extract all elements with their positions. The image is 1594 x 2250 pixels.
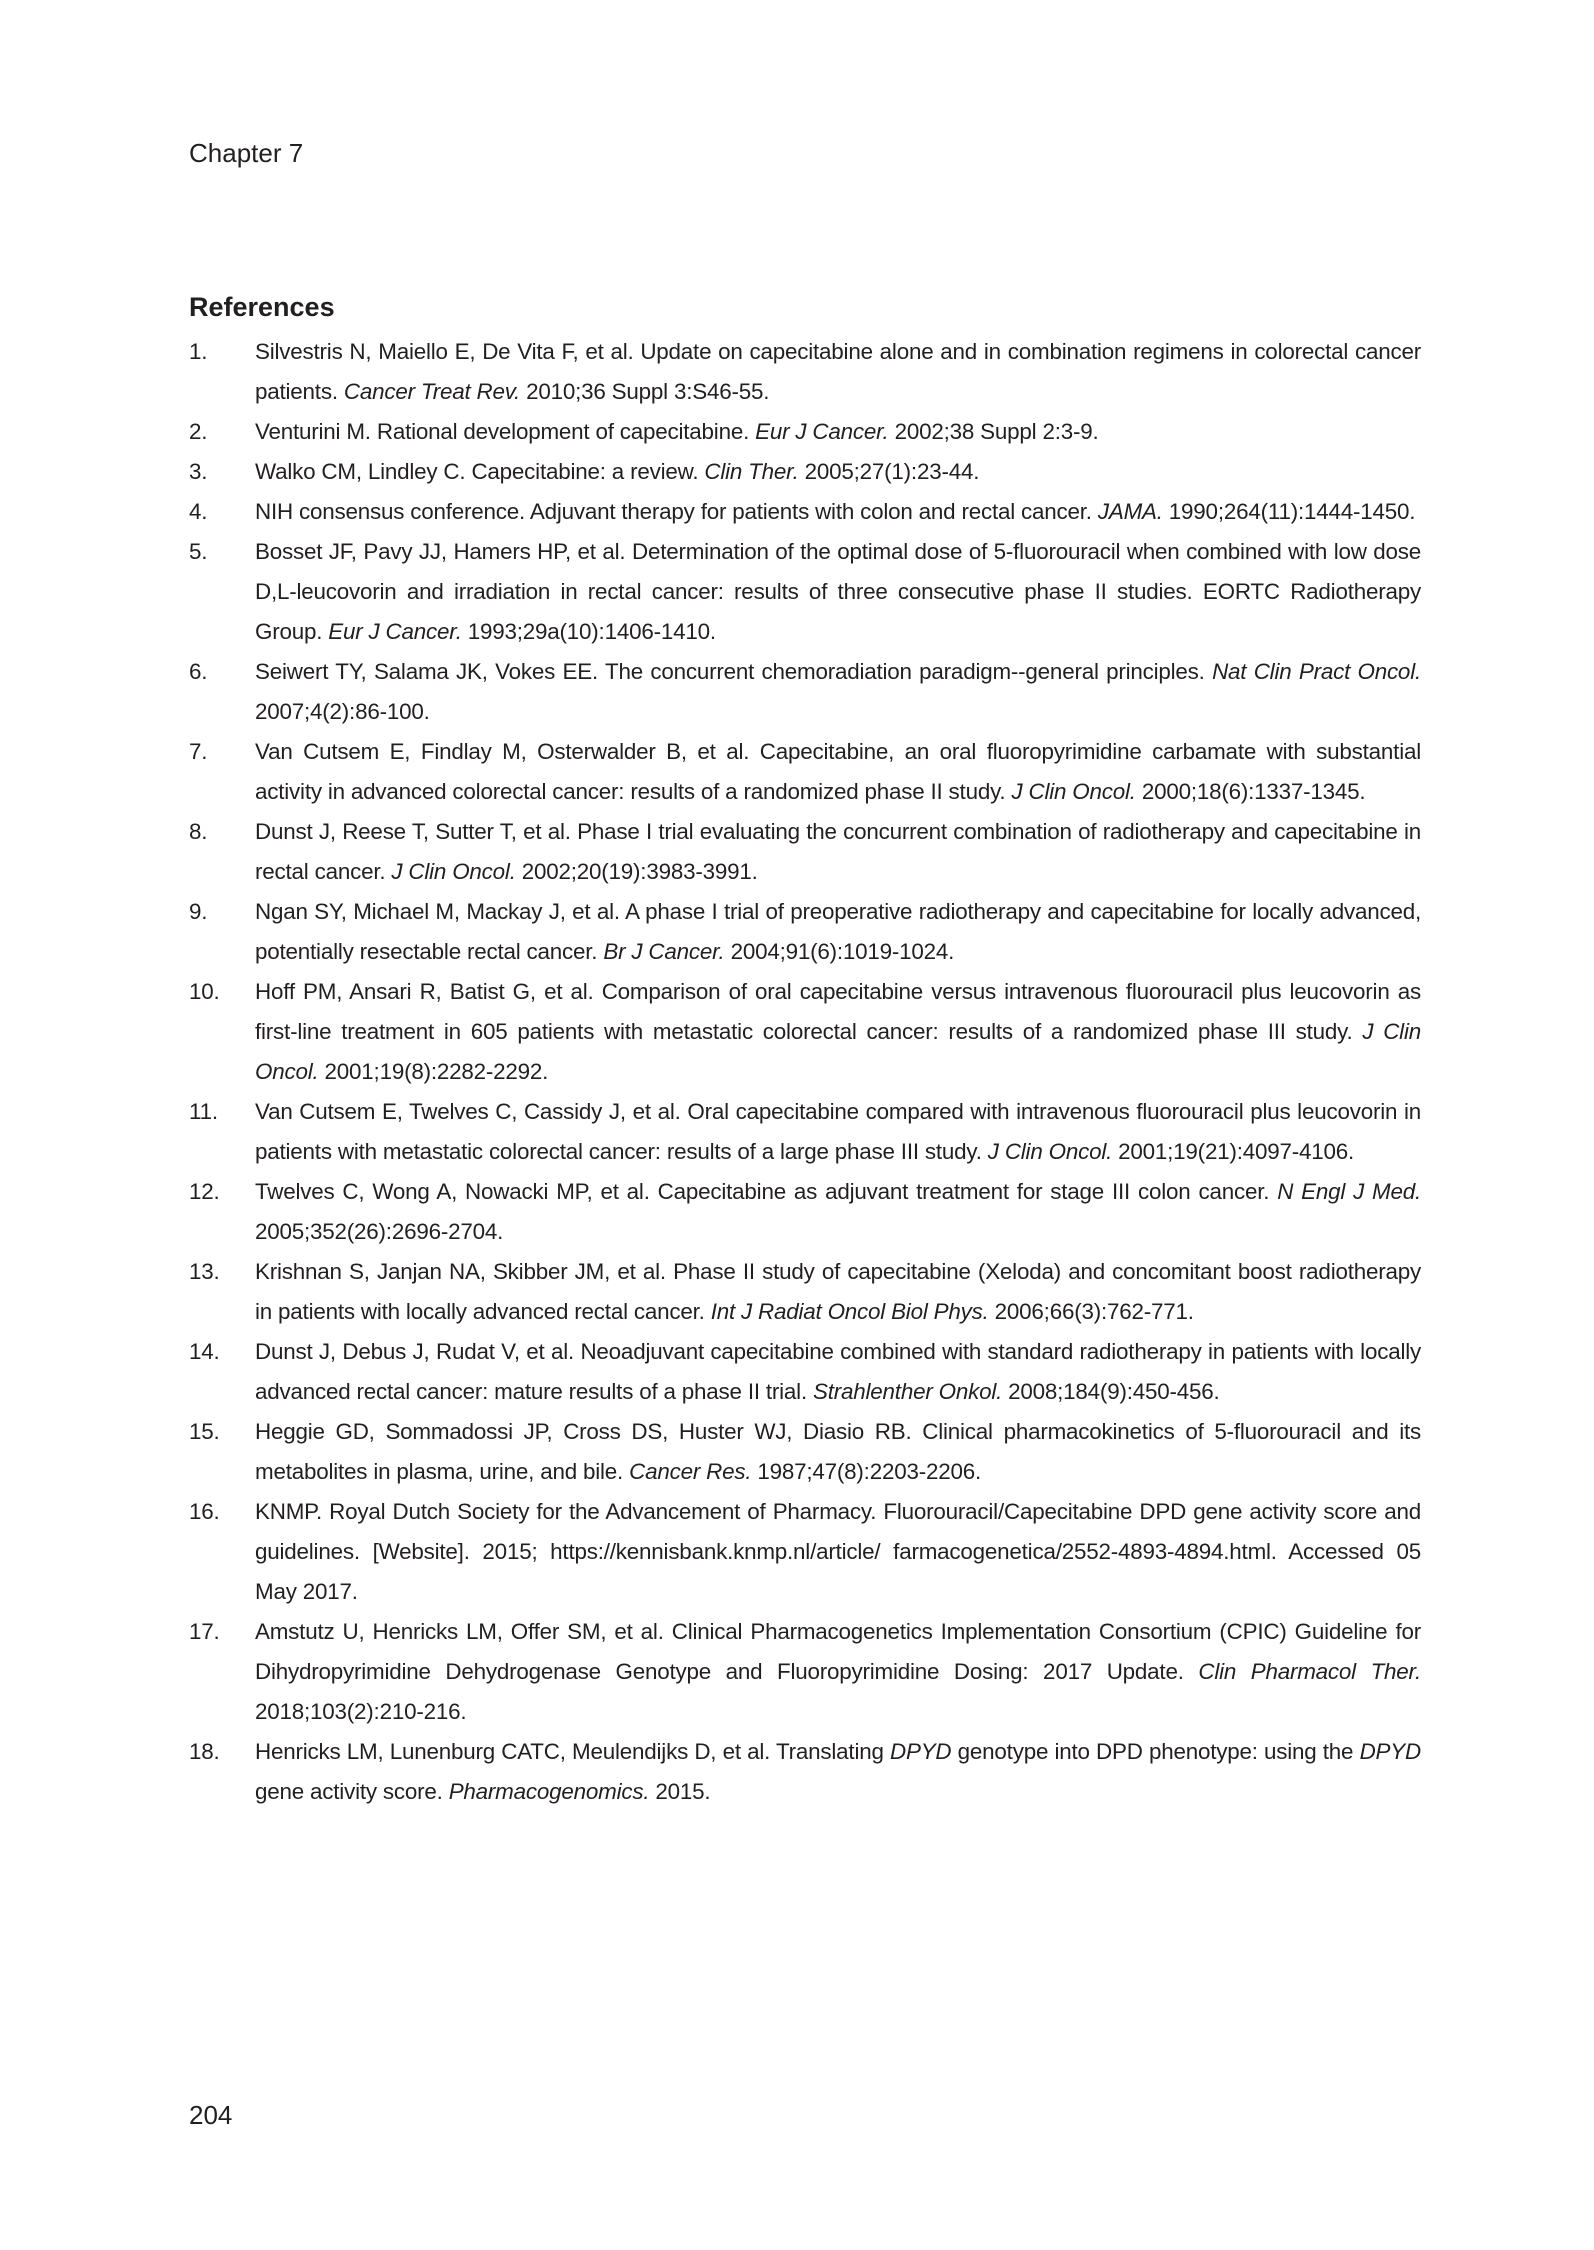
reference-number: 4. xyxy=(189,499,208,524)
reference-item xyxy=(189,1172,1421,1252)
reference-journal-italic: Clin Pharmacol Ther. xyxy=(1198,1659,1422,1684)
reference-journal-italic: J Clin Oncol. xyxy=(255,1019,1421,1084)
reference-text: Dunst J, Debus J, Rudat V, et al. Neoadjuvant capecitabine combined with standard radiotherapy in patients with locally advanced rectal cancer: mature results of a phase II trial. xyxy=(255,1339,1421,1404)
reference-text: Silvestris N, Maiello E, De Vita F, et al. Update on capecitabine alone and in combination regimens in colorectal cancer patients. xyxy=(255,339,1421,404)
reference-text: 2001;19(21):4097-4106. xyxy=(1112,1139,1355,1164)
reference-journal-italic: Pharmacogenomics. xyxy=(448,1779,650,1804)
reference-journal-italic: Nat Clin Pract Oncol. xyxy=(1212,659,1421,684)
reference-number: 18. xyxy=(189,1739,220,1764)
reference-text: 2005;27(1):23-44. xyxy=(798,459,980,484)
reference-text: 2018;103(2):210-216. xyxy=(255,1699,467,1724)
reference-journal-italic: Int J Radiat Oncol Biol Phys. xyxy=(710,1299,989,1324)
reference-text: 2010;36 Suppl 3:S46-55. xyxy=(520,379,770,404)
reference-number: 7. xyxy=(189,739,208,764)
reference-journal-italic: Eur J Cancer. xyxy=(328,619,462,644)
reference-text: Hoff PM, Ansari R, Batist G, et al. Comparison of oral capecitabine versus intravenous fluorouracil plus leucovorin as first-line treatment in 605 patients with metastatic colorectal cancer: results of a randomized phase III study. xyxy=(255,979,1421,1044)
reference-text: 1987;47(8):2203-2206. xyxy=(751,1459,982,1484)
reference-number: 12. xyxy=(189,1179,220,1204)
reference-text: NIH consensus conference. Adjuvant therapy for patients with colon and rectal cancer. xyxy=(255,499,1098,524)
reference-journal-italic: DPYD xyxy=(889,1739,952,1764)
reference-text: 1993;29a(10):1406-1410. xyxy=(461,619,716,644)
reference-text: 1990;264(11):1444-1450. xyxy=(1162,499,1416,524)
reference-number: 1. xyxy=(189,339,208,364)
reference-number: 2. xyxy=(189,419,208,444)
reference-journal-italic: Clin Ther. xyxy=(704,459,799,484)
reference-text: Henricks LM, Lunenburg CATC, Meulendijks D, et al. Translating xyxy=(255,1739,890,1764)
reference-text: KNMP. Royal Dutch Society for the Advancement of Pharmacy. Fluorouracil/Capecitabine DPD gene activity score and guidelines. [Website]. 2015; https://kennisbank.knmp.nl/article/ farmacogenetica/2552-4893-4894.html. Accessed 05 May 2017. xyxy=(255,1499,1421,1604)
reference-journal-italic: N Engl J Med. xyxy=(1277,1179,1421,1204)
reference-list xyxy=(189,332,1421,1812)
reference-item xyxy=(189,1492,1421,1612)
reference-item xyxy=(189,1732,1421,1812)
reference-number: 9. xyxy=(189,899,208,924)
reference-number: 14. xyxy=(189,1339,220,1364)
reference-number: 5. xyxy=(189,539,208,564)
reference-text: Dunst J, Reese T, Sutter T, et al. Phase I trial evaluating the concurrent combination of radiotherapy and capecitabine in rectal cancer. xyxy=(255,819,1421,884)
reference-item xyxy=(189,332,1421,412)
reference-item xyxy=(189,972,1421,1092)
section-heading: References xyxy=(189,292,335,322)
reference-journal-italic: Cancer Res. xyxy=(629,1459,752,1484)
reference-item xyxy=(189,1412,1421,1492)
reference-item xyxy=(189,652,1421,732)
reference-number: 17. xyxy=(189,1619,220,1644)
reference-text: Ngan SY, Michael M, Mackay J, et al. A phase I trial of preoperative radiotherapy and capecitabine for locally advanced, potentially resectable rectal cancer. xyxy=(255,899,1421,964)
reference-text: 2000;18(6):1337-1345. xyxy=(1135,779,1366,804)
reference-item xyxy=(189,732,1421,812)
reference-journal-italic: Cancer Treat Rev. xyxy=(343,379,521,404)
reference-text: Heggie GD, Sommadossi JP, Cross DS, Huster WJ, Diasio RB. Clinical pharmacokinetics of 5-fluorouracil and its metabolites in plasma, urine, and bile. xyxy=(255,1419,1421,1484)
reference-text: Bosset JF, Pavy JJ, Hamers HP, et al. Determination of the optimal dose of 5-fluorouracil when combined with low dose D,L-leucovorin and irradiation in rectal cancer: results of three consecutive phase II studies. EORTC Radiotherapy Group. xyxy=(255,539,1421,644)
reference-journal-italic: J Clin Oncol. xyxy=(1011,779,1136,804)
reference-item xyxy=(189,892,1421,972)
reference-text: Walko CM, Lindley C. Capecitabine: a review. xyxy=(255,459,705,484)
reference-text: Van Cutsem E, Twelves C, Cassidy J, et al. Oral capecitabine compared with intravenous fluorouracil plus leucovorin in patients with metastatic colorectal cancer: results of a large phase III study. xyxy=(255,1099,1421,1164)
reference-text: 2004;91(6):1019-1024. xyxy=(724,939,955,964)
reference-number: 8. xyxy=(189,819,208,844)
reference-journal-italic: JAMA. xyxy=(1097,499,1163,524)
reference-item xyxy=(189,1332,1421,1412)
reference-item xyxy=(189,1092,1421,1172)
reference-text: 2005;352(26):2696-2704. xyxy=(255,1219,504,1244)
running-header: Chapter 7 xyxy=(189,138,304,168)
reference-item xyxy=(189,492,1421,532)
reference-journal-italic: DPYD xyxy=(1359,1739,1421,1764)
reference-text: Krishnan S, Janjan NA, Skibber JM, et al. Phase II study of capecitabine (Xeloda) and concomitant boost radiotherapy in patients with locally advanced rectal cancer. xyxy=(255,1259,1421,1324)
reference-journal-italic: Eur J Cancer. xyxy=(755,419,889,444)
reference-text: Venturini M. Rational development of capecitabine. xyxy=(255,419,756,444)
reference-text: 2002;38 Suppl 2:3-9. xyxy=(888,419,1099,444)
reference-text: 2006;66(3):762-771. xyxy=(988,1299,1194,1324)
reference-text: 2001;19(8):2282-2292. xyxy=(318,1059,549,1084)
reference-item xyxy=(189,452,1421,492)
reference-text: 2007;4(2):86-100. xyxy=(255,699,430,724)
reference-number: 16. xyxy=(189,1499,220,1524)
reference-journal-italic: J Clin Oncol. xyxy=(391,859,516,884)
reference-item xyxy=(189,412,1421,452)
reference-text: Amstutz U, Henricks LM, Offer SM, et al. Clinical Pharmacogenetics Implementation Consortium (CPIC) Guideline for Dihydropyrimidine Dehydrogenase Genotype and Fluoropyrimidine Dosing: 2017 Update. xyxy=(255,1619,1421,1684)
reference-number: 6. xyxy=(189,659,208,684)
reference-journal-italic: J Clin Oncol. xyxy=(987,1139,1113,1164)
reference-number: 11. xyxy=(189,1099,218,1124)
reference-text: genotype into DPD phenotype: using the xyxy=(951,1739,1360,1764)
page-number: 204 xyxy=(189,2100,233,2130)
reference-journal-italic: Strahlenther Onkol. xyxy=(813,1379,1003,1404)
reference-number: 15. xyxy=(189,1419,220,1444)
reference-journal-italic: Br J Cancer. xyxy=(603,939,725,964)
reference-text: 2002;20(19):3983-3991. xyxy=(515,859,758,884)
reference-item xyxy=(189,812,1421,892)
reference-number: 13. xyxy=(189,1259,220,1284)
reference-number: 10. xyxy=(189,979,220,1004)
reference-text: 2008;184(9):450-456. xyxy=(1002,1379,1220,1404)
reference-number: 3. xyxy=(189,459,208,484)
reference-item xyxy=(189,532,1421,652)
reference-item xyxy=(189,1612,1421,1732)
reference-text: gene activity score. xyxy=(255,1779,449,1804)
reference-text: Van Cutsem E, Findlay M, Osterwalder B, et al. Capecitabine, an oral fluoropyrimidine carbamate with substantial activity in advanced colorectal cancer: results of a randomized phase II study. xyxy=(255,739,1421,804)
reference-item xyxy=(189,1252,1421,1332)
reference-text: Seiwert TY, Salama JK, Vokes EE. The concurrent chemoradiation paradigm--general principles. xyxy=(255,659,1213,684)
reference-text: 2015. xyxy=(649,1779,711,1804)
reference-text: Twelves C, Wong A, Nowacki MP, et al. Capecitabine as adjuvant treatment for stage III colon cancer. xyxy=(255,1179,1278,1204)
